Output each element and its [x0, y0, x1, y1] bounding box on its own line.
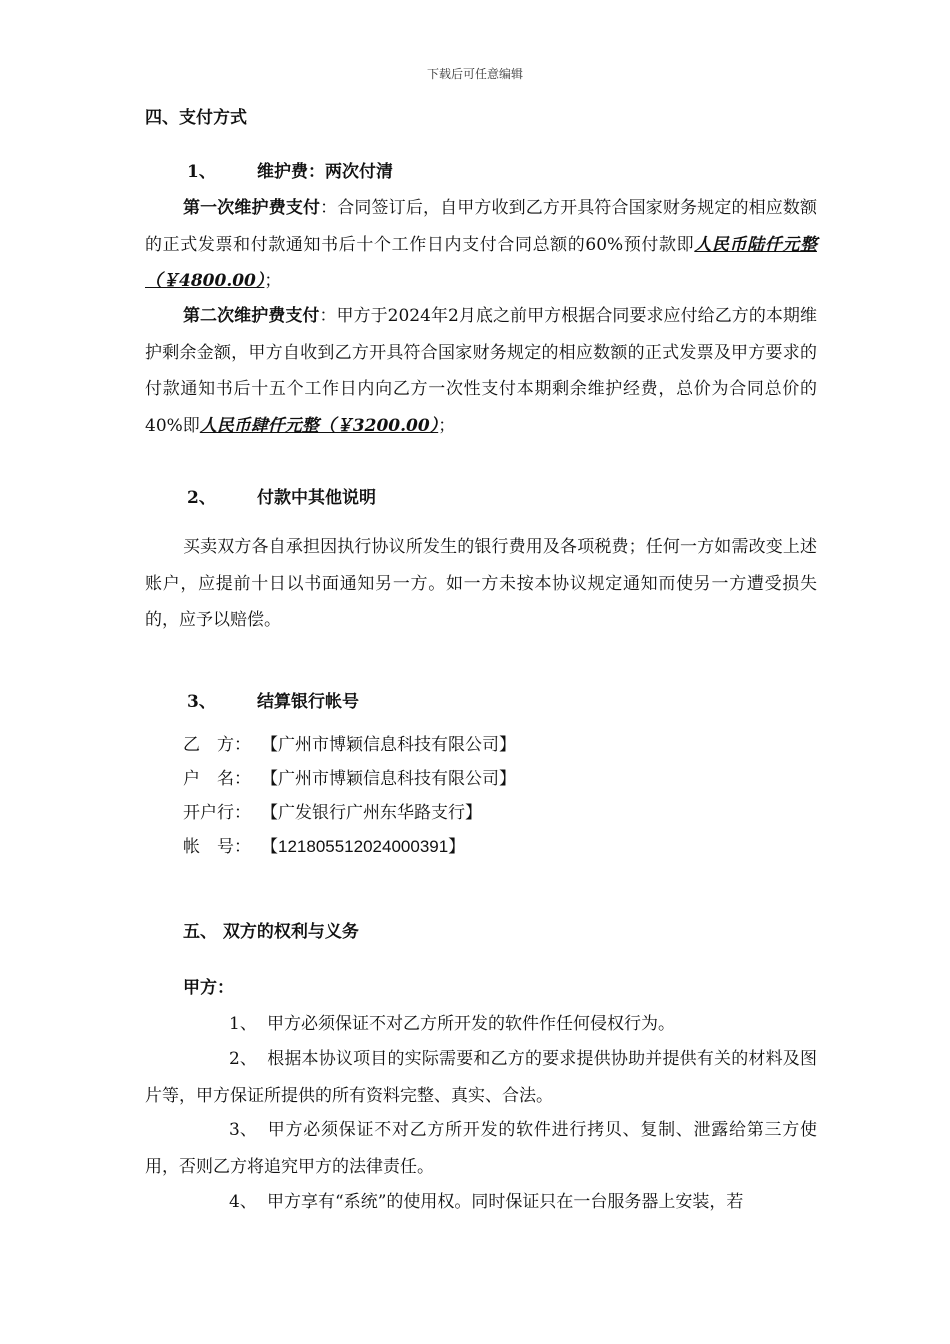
obligation-text: 甲方必须保证不对乙方所开发的软件进行拷贝、复制、泄露给第三方使用，否则乙方将追究甲方的法律责任。 [145, 1120, 817, 1177]
item1-heading [187, 154, 787, 190]
item3-num: 3、 [187, 692, 216, 712]
obligation-num: 3、 [229, 1120, 257, 1140]
section5-title: 五、 双方的权利与义务 [183, 922, 359, 942]
obligation-item-1 [145, 1006, 817, 1043]
obligation-item-3 [145, 1112, 817, 1185]
obligation-num: 2、 [229, 1049, 257, 1069]
page-header: 下载后可任意编辑 [426, 67, 523, 81]
bank-row-label: 户 名： [183, 769, 251, 789]
bank-row-label: 开户行： [183, 803, 251, 823]
obligation-text: 甲方享有“系统”的使用权。同时保证只在一台服务器上安装，若 [267, 1192, 744, 1212]
second-payment-amount: 人民币肆仟元整（￥3200.00） [199, 415, 439, 436]
party-a-label: 甲方： [183, 978, 234, 998]
bank-row-account-name [183, 764, 516, 789]
first-payment-amount: 人民币陆仟元整（￥4800.00） [145, 234, 817, 291]
obligation-text: 根据本协议项目的实际需要和乙方的要求提供协助并提供有关的材料及图片等，甲方保证所提供的所有资料完整、真实、合法。 [145, 1049, 817, 1106]
first-payment-paragraph [145, 190, 817, 300]
bank-row-label: 帐 号： [183, 837, 251, 857]
second-payment-label: 第二次维护费支付 [183, 306, 320, 326]
obligation-item-2 [145, 1041, 817, 1114]
item2-heading [187, 480, 787, 516]
item3-title: 结算银行帐号 [257, 692, 359, 712]
item1-num: 1、 [187, 162, 216, 182]
first-payment-end: ； [264, 271, 282, 291]
second-payment-end: ； [438, 415, 456, 436]
bank-row-value: 【广州市博颖信息科技有限公司】 [261, 735, 516, 754]
item1-title: 维护费：两次付清 [257, 162, 393, 182]
first-payment-text: ：合同签订后，自甲方收到乙方开具符合国家财务规定的相应数额的正式发票和付款通知书后十个工作日内支付合同总额的60%预付款即 [145, 198, 818, 255]
bank-row-party-b [183, 730, 516, 755]
bank-row-value: 【广州市博颖信息科技有限公司】 [261, 769, 516, 788]
obligation-item-4 [145, 1184, 817, 1221]
bank-row-value: 【广发银行广州东华路支行】 [261, 803, 482, 822]
item3-heading [187, 684, 787, 720]
item2-num: 2、 [187, 488, 216, 508]
bank-row-value: 【121805512024000391】 [261, 837, 466, 856]
item2-paragraph: 买卖双方各自承担因执行协议所发生的银行费用及各项税费；任何一方如需改变上述账户，应提前十日以书面通知另一方。如一方未按本协议规定通知而使另一方遭受损失的，应予以赔偿。 [145, 537, 817, 630]
obligation-num: 1、 [229, 1014, 257, 1034]
second-payment-text: ：甲方于2024年2月底之前甲方根据合同要求应付给乙方的本期维护剩余金额，甲方自收到乙方开具符合国家财务规定的相应数额的正式发票及甲方要求的付款通知书后十五个工作日内向乙方一次性支付本期剩余维护经费，总价为合同总价的40%即 [145, 306, 817, 436]
second-payment-paragraph [145, 298, 817, 444]
item2-title: 付款中其他说明 [257, 488, 376, 508]
obligation-text: 甲方必须保证不对乙方所开发的软件作任何侵权行为。 [267, 1014, 675, 1034]
obligation-num: 4、 [229, 1192, 257, 1212]
bank-row-label: 乙 方： [183, 735, 251, 755]
bank-row-account-number [183, 832, 465, 857]
bank-row-bank [183, 798, 482, 823]
section4-title: 四、支付方式 [145, 108, 247, 128]
first-payment-label: 第一次维护费支付 [183, 198, 321, 218]
